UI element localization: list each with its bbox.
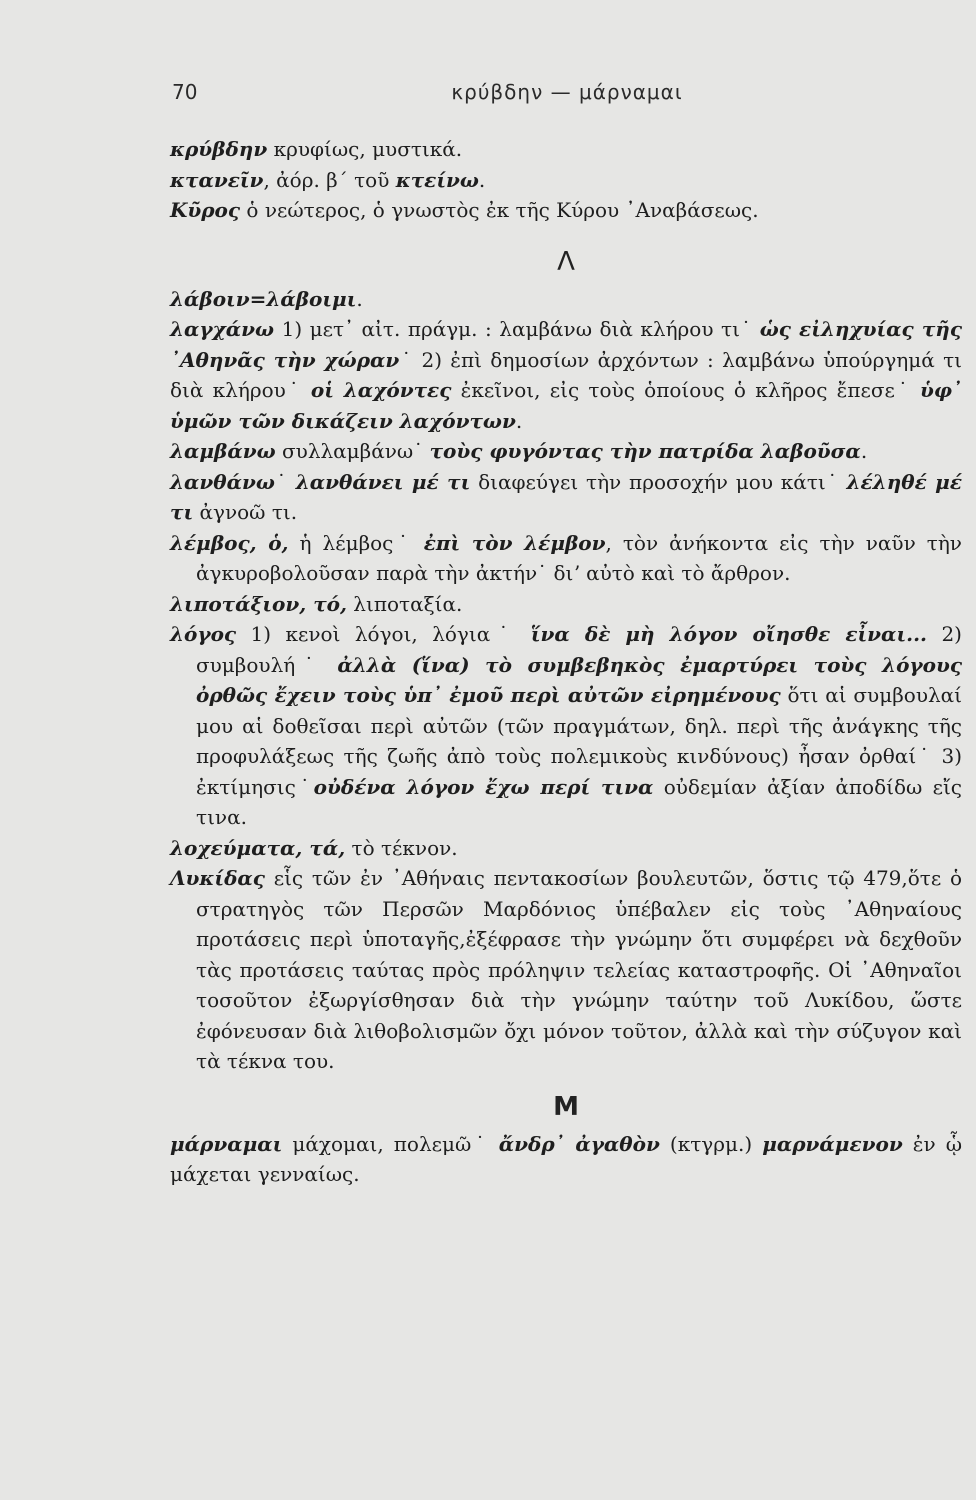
entry-locheumata [170, 833, 962, 864]
dictionary-text [170, 134, 962, 1190]
entry-logos [170, 619, 962, 833]
definition: συλλαμβάνω˙ [275, 439, 430, 463]
headword: λόγος [170, 622, 237, 646]
entry-laboin [170, 284, 962, 315]
example: ἵνα δὲ μὴ λόγον οἴησθε εἶναι... [530, 622, 928, 646]
example: ἐπὶ τὸν λέμβον [423, 530, 606, 555]
headword: μάρναμαι [170, 1131, 283, 1156]
page-number: 70 [172, 80, 198, 104]
example: ἀλλὰ (ἵνα) τὸ συμβεβηκὸς ἐμαρτύρει τοὺς λόγους ὀρθῶς ἔχειν τοὺς ὑπ᾿ ἐμοῦ περὶ αὐτῶν εἰρημένους [196, 652, 963, 707]
definition: τὸ τέκνον. [345, 835, 458, 860]
headword: Κῦρος [170, 198, 241, 222]
example: ὑφ᾿ ὑμῶν τῶν δικάζειν λαχόντων [170, 378, 963, 433]
headword: Λυκίδας [170, 866, 265, 890]
entry-krybden [170, 134, 962, 165]
definition: . [478, 167, 486, 192]
headword: λοχεύματα, τά, [170, 835, 346, 860]
entry-lembos [170, 528, 962, 589]
definition: διαφεύγει τὴν προσοχήν μου κάτι˙ [470, 469, 847, 494]
definition: 2) συμβουλή˙ [196, 622, 962, 677]
definition: , τὸν ἀνήκοντα εἰς τὴν ναῦν τὴν ἀγκυροβολοῦσαν παρὰ τὴν ἀκτήν˙ διʼ αὐτὸ καὶ τὸ ἄρθρον. [196, 530, 962, 585]
entry-lipotaxion [170, 589, 962, 620]
section-letter-lambda: Λ [557, 246, 575, 277]
headword: λιποτάξιον, τό, [170, 591, 347, 616]
definition: ˙ 2) ἐπὶ δημοσίων ἀρχόντων : λαμβάνω ὑπούργημά τι διὰ κλήρου˙ [170, 347, 962, 402]
entry-lykidas [170, 863, 962, 1077]
page-header [172, 80, 962, 114]
example: λέληθέ μέ τι [170, 469, 962, 524]
definition: ˙ [274, 469, 296, 494]
example: οὐδένα λόγον ἔχω περί τινα [313, 774, 654, 799]
definition: 1) μετ᾿ αἰτ. πράγμ. : λαμβάνω διὰ κλήρου τι˙ [274, 317, 760, 341]
example: κτείνω [395, 167, 479, 192]
definition: . [515, 408, 523, 433]
example: λανθάνει μέ τι [295, 469, 471, 494]
definition: εἷς τῶν ἐν ᾿Αθήναις πεντακοσίων βουλευτῶν, ὅστις τῷ 479,ὅτε ὁ στρατηγὸς τῶν Περσῶν Μαρδόνιος ὑπέβαλεν εἰς τοὺς ᾿Αθηναίους προτάσεις περὶ ὑποταγῆς,ἐξέφρασε τὴν γνώμην ὅτι συμφέρει νὰ δεχθοῦν τὰς προτάσεις ταύτας πρὸς πρόληψιν τελείας καταστροφῆς. Οἱ ᾿Αθηναῖοι τοσοῦτον ἐξωργίσθησαν διὰ τὴν γνώμην ταύτην τοῦ Λυκίδου, ὥστε ἐφόνευσαν διὰ λιθοβολισμῶν ὄχι μόνον τοῦτον, ἀλλὰ καὶ τὴν σύζυγον καὶ τὰ τέκνα του. [196, 866, 962, 1073]
headword: κρύβδην [170, 137, 268, 161]
entry-lambano [170, 436, 962, 467]
example: οἱ λαχόντες [310, 378, 452, 402]
section-letter-m: Μ [553, 1091, 579, 1122]
example: ὡς εἰληχυίας τῆς ᾿Αθηνᾶς τὴν χώραν [170, 317, 963, 372]
definition: ἐκεῖνοι, εἰς τοὺς ὁποίους ὁ κλῆρος ἔπεσε˙ [451, 378, 921, 402]
definition: , ἀόρ. β΄ τοῦ [263, 167, 396, 192]
example: μαρνάμενον [762, 1131, 903, 1156]
definition: ἡ λέμβος˙ [288, 530, 424, 555]
definition: ὅτι αἱ συμβουλαί μου αἱ δοθεῖσαι περὶ αὐτῶν (τῶν πραγμάτων, δηλ. περὶ τῆς ἀνάγκης τῆς προφυλάξεως τῆς ζωῆς ἀπὸ τοὺς πολεμικοὺς κινδύνους) ἦσαν ὀρθαί˙ 3) ἐκτίμησις˙ [196, 683, 963, 799]
definition: ὁ νεώτερος, ὁ γνωστὸς ἐκ τῆς Κύρου ᾿Αναβάσεως. [240, 198, 759, 222]
headword: λάβοιν=λάβοιμι [170, 286, 357, 311]
running-title: κρύβδην — μάρναμαι [451, 80, 683, 104]
definition: . [860, 439, 868, 463]
entry-kyros [170, 195, 962, 226]
definition: μάχομαι, πολεμῶ˙ [282, 1131, 499, 1156]
definition: (κτγρμ.) [659, 1131, 763, 1156]
definition: 1) κενοὶ λόγοι, λόγια˙ [236, 622, 531, 646]
headword: λέμβος, ὁ, [170, 530, 289, 555]
entry-ktanein [170, 165, 962, 196]
definition: οὐδεμίαν ἀξίαν ἀποδίδω εἴς τινα. [196, 774, 962, 829]
definition: ἐν ᾧ μάχεται γενναίως. [170, 1131, 963, 1186]
headword: λαγχάνω [170, 317, 275, 341]
definition: λιποταξία. [346, 591, 463, 616]
definition: κρυφίως, μυστικά. [267, 137, 463, 161]
headword: λανθάνω [170, 469, 275, 494]
example: ἄνδρ᾿ ἀγαθὸν [498, 1131, 660, 1156]
headword: λαμβάνω [170, 439, 276, 463]
example: τοὺς φυγόντας τὴν πατρίδα λαβοῦσα [429, 439, 861, 463]
definition: . [356, 286, 363, 311]
entry-lagchano [170, 314, 962, 436]
headword: κτανεῖν [170, 167, 264, 192]
entry-lanthano [170, 467, 962, 528]
entry-marnamai [170, 1129, 962, 1190]
definition: ἀγνοῶ τι. [193, 500, 298, 524]
